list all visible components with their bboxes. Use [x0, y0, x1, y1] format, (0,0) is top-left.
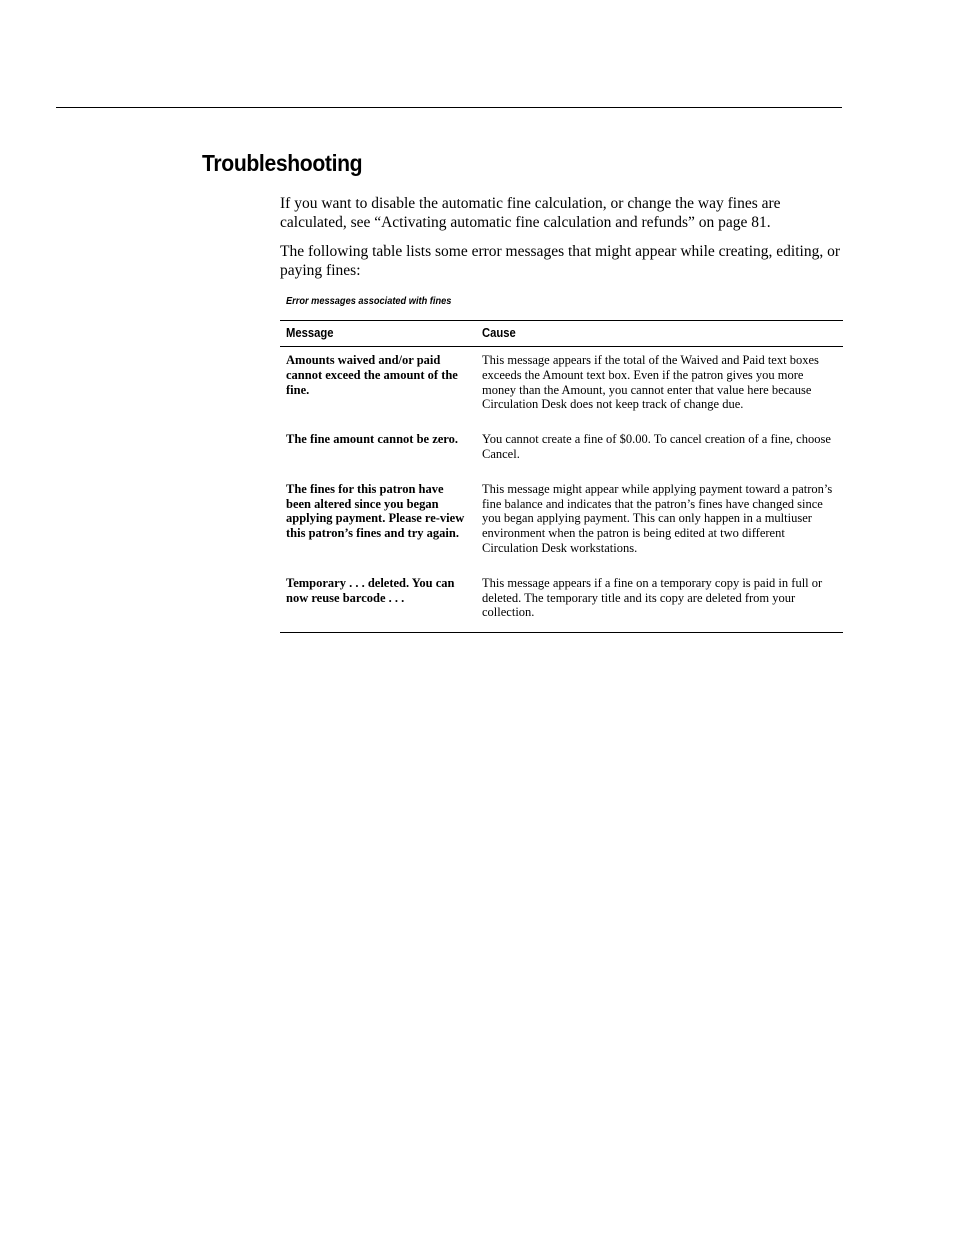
table-header-row: [280, 321, 843, 347]
header-rule: [56, 107, 842, 108]
column-header-message: Message: [280, 321, 476, 347]
cause-cell: This message appears if a fine on a temporary copy is paid in full or deleted. The temporary title and its copy are deleted from your collection.: [482, 575, 823, 620]
table-row: [280, 576, 843, 633]
table-caption: Error messages associated with fines: [286, 295, 452, 307]
cause-cell: You cannot create a fine of $0.00. To cancel creation of a fine, choose Cancel.: [482, 432, 831, 461]
table-row: [280, 482, 843, 576]
table-intro-paragraph: The following table lists some error messages that might appear while creating, editing, or paying fines:: [280, 243, 840, 279]
message-cell: The fines for this patron have been altered since you began applying payment. Please re-view this patron’s fines and try again.: [286, 481, 465, 541]
cause-cell: This message might appear while applying payment toward a patron’s fine balance and indicates that the patron’s fines have changed since you began applying payment. This can only happen in a multiuser environment when the patron is being edited at two different Circulation Desk workstations.: [482, 481, 833, 555]
table-row: [280, 432, 843, 482]
message-cell: Temporary . . . deleted. You can now reuse barcode . . .: [286, 575, 455, 605]
cause-cell: This message appears if the total of the Waived and Paid text boxes exceeds the Amount text box. Even if the patron gives you more money than the Amount, you cannot enter that value here because Circulation Desk does not keep track of change due.: [482, 353, 819, 412]
error-messages-table: [280, 320, 843, 633]
message-cell: Amounts waived and/or paid cannot exceed the amount of the fine.: [286, 353, 458, 397]
intro-paragraph: If you want to disable the automatic fine calculation, or change the way fines are calculated, see “Activating automatic fine calculation and refunds” on page 81.: [280, 195, 781, 231]
section-heading: Troubleshooting: [202, 150, 363, 176]
column-header-cause: Cause: [476, 321, 843, 347]
table-row: [280, 347, 843, 433]
message-cell: The fine amount cannot be zero.: [286, 432, 458, 447]
